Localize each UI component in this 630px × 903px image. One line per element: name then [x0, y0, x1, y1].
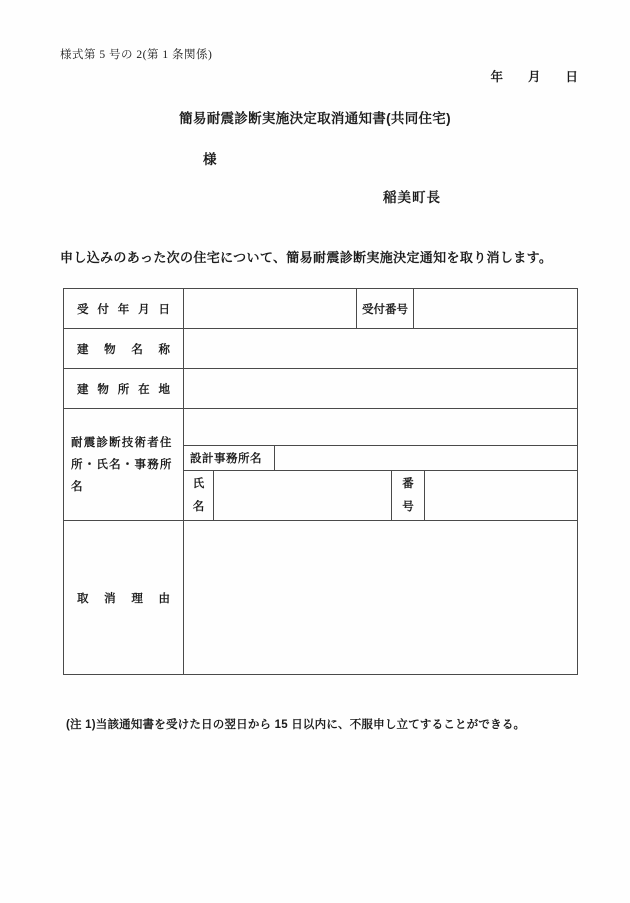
building-name-label-cell — [64, 329, 184, 368]
addressee-suffix: 様 — [203, 152, 217, 167]
engineer-name-number-row — [184, 471, 577, 520]
engineer-subtable — [184, 409, 577, 520]
issuer-name: 稲美町長 — [383, 190, 441, 205]
engineer-label-line2: 所・氏名・事務所名 — [71, 458, 173, 493]
table-row-building-name — [64, 329, 577, 369]
cancel-reason-value — [184, 521, 577, 674]
building-name-label: 建物名称 — [77, 343, 170, 356]
form-table — [63, 288, 578, 675]
engineer-label-line1: 耐震診断技術者住 — [71, 436, 173, 449]
engineer-number-value — [425, 471, 577, 520]
building-location-label: 建物所在地 — [77, 383, 170, 396]
table-row-engineer — [64, 409, 577, 521]
table-row-reception — [64, 289, 577, 329]
design-office-row — [184, 446, 577, 471]
engineer-label-cell — [64, 409, 184, 520]
building-location-value — [184, 369, 577, 408]
engineer-name-label-char2: 名 — [192, 500, 205, 513]
reception-number-value — [414, 289, 577, 328]
engineer-address-value — [184, 409, 577, 445]
reception-date-value — [184, 289, 357, 328]
reception-date-label-cell — [64, 289, 184, 328]
building-name-value — [184, 329, 577, 368]
body-statement: 申し込みのあった次の住宅について、簡易耐震診断実施決定通知を取り消します。 — [60, 250, 553, 265]
engineer-name-value — [214, 471, 392, 520]
design-office-label: 設計事務所名 — [184, 446, 275, 470]
table-row-cancel-reason — [64, 521, 577, 674]
design-office-value — [275, 446, 577, 470]
engineer-number-label-char1: 番 — [402, 477, 414, 490]
form-number: 様式第 5 号の 2(第 1 条関係) — [60, 49, 213, 61]
cancel-reason-label-cell — [64, 521, 184, 674]
reception-date-label: 受付年月日 — [77, 303, 170, 316]
cancel-reason-label: 取消理由 — [77, 592, 170, 605]
engineer-number-label-char2: 号 — [402, 500, 414, 513]
reception-number-label: 受付番号 — [357, 289, 414, 328]
table-row-building-location — [64, 369, 577, 409]
building-location-label-cell — [64, 369, 184, 408]
footnote: (注 1)当該通知書を受けた日の翌日から 15 日以内に、不服申し立てすることができる。 — [66, 719, 526, 731]
document-title: 簡易耐震診断実施決定取消通知書(共同住宅) — [179, 111, 451, 126]
engineer-number-label-cell — [392, 471, 425, 520]
engineer-name-label-char1: 氏 — [192, 477, 205, 490]
engineer-name-label-cell — [184, 471, 214, 520]
date-line: 年 月 日 — [490, 70, 578, 84]
engineer-address-row — [184, 409, 577, 446]
